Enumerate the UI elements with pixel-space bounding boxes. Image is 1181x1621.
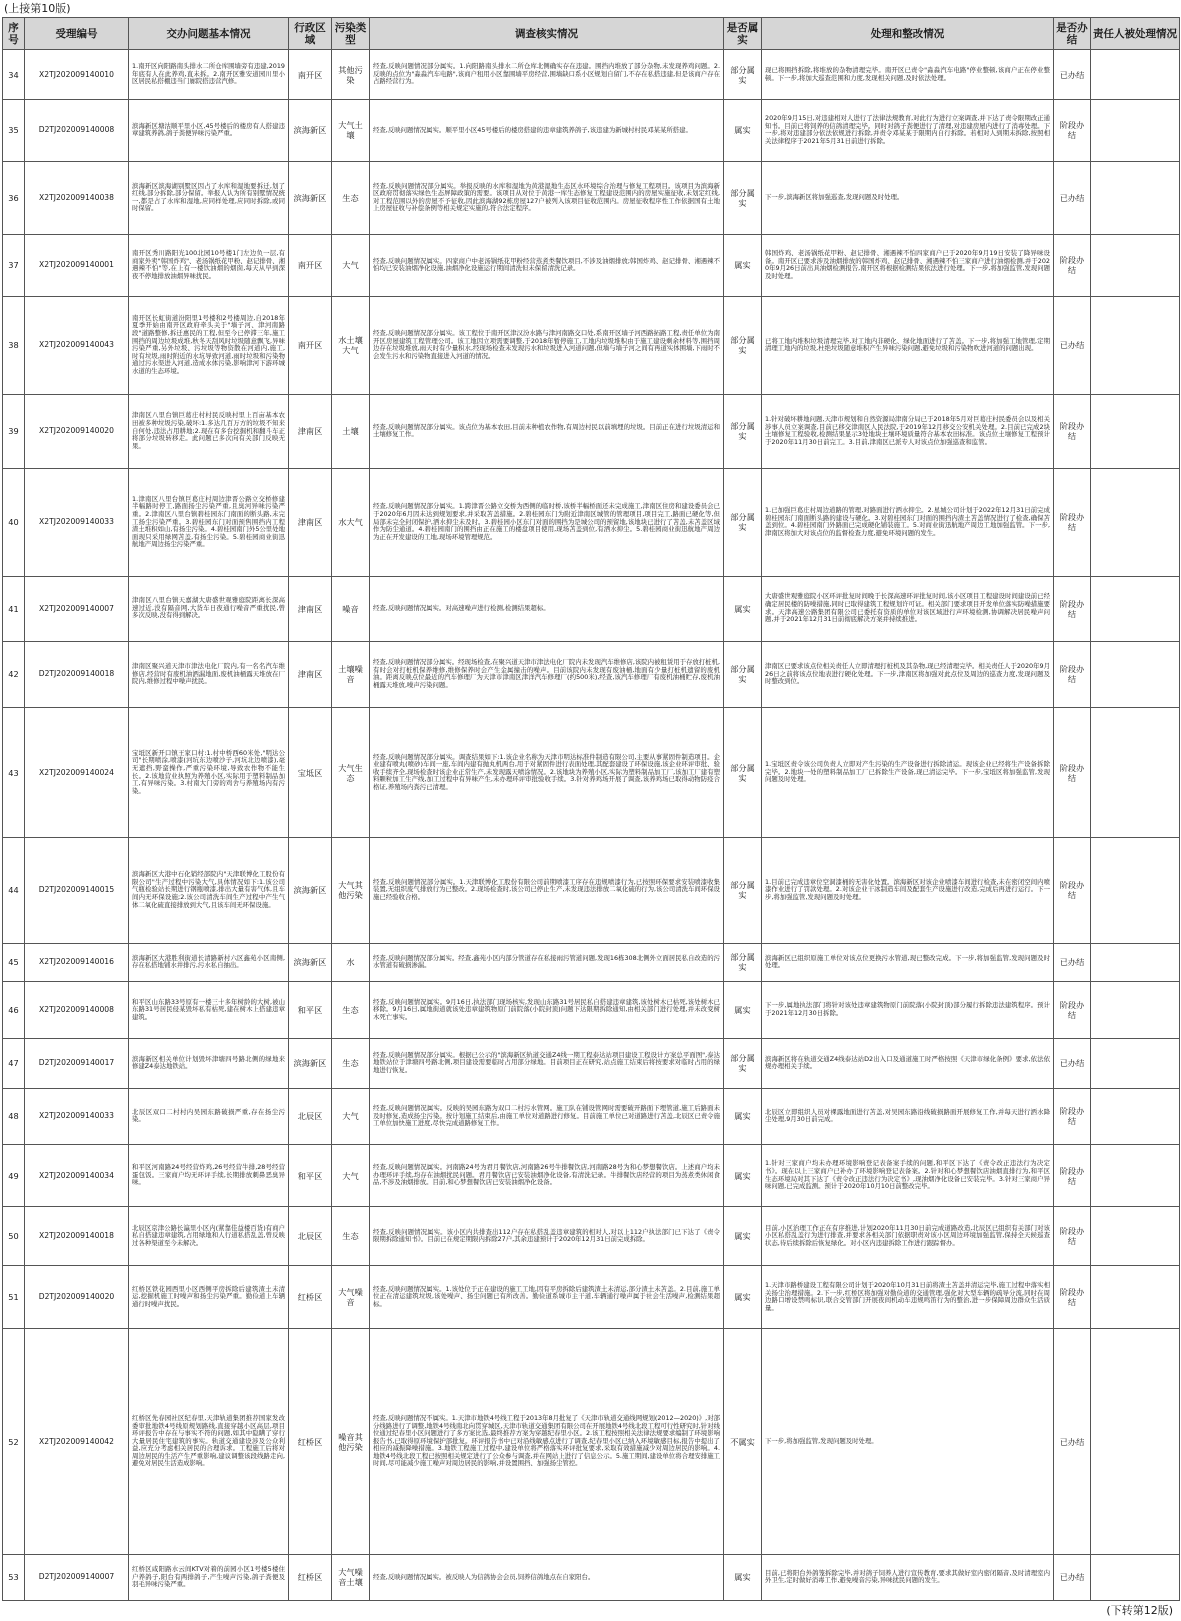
col-header-verdict: 是否属实 xyxy=(724,18,762,50)
verdict: 部分属实 xyxy=(724,708,762,838)
issue-text: 北辰区双口二村村内吴园东路破损严重,存在扬尘污染。 xyxy=(129,1088,289,1144)
verdict: 部分属实 xyxy=(724,943,762,982)
responsible-person xyxy=(1091,943,1180,982)
row-number: 35 xyxy=(3,100,25,162)
closed-status: 阶段办结 xyxy=(1054,641,1091,708)
responsible-person xyxy=(1091,708,1180,838)
pollution-type: 生态 xyxy=(332,982,370,1038)
row-number: 43 xyxy=(3,708,25,838)
table-row xyxy=(3,1206,1180,1266)
closed-status: 已办结 xyxy=(1054,1329,1091,1555)
verdict: 属实 xyxy=(724,100,762,162)
district: 津南区 xyxy=(289,641,332,708)
acceptance-code: D2TJ202009140018 xyxy=(25,641,129,708)
acceptance-code: X2TJ202009140016 xyxy=(25,943,129,982)
pollution-type: 大气其他污染 xyxy=(332,837,370,943)
survey-text: 经查,反映问题情况属实。顺平里小区45号楼后的楼房搭建的违章建筑养鸽子,该违建为新城村村民邓某某所搭建。 xyxy=(370,100,724,162)
row-number: 49 xyxy=(3,1145,25,1207)
table-row xyxy=(3,161,1180,234)
responsible-person xyxy=(1091,837,1180,943)
pollution-type: 噪音其他污染 xyxy=(332,1329,370,1555)
responsible-person xyxy=(1091,1266,1180,1329)
col-header-closed: 是否办结 xyxy=(1054,18,1091,50)
closed-status: 阶段办结 xyxy=(1054,1145,1091,1207)
closed-status: 阶段办结 xyxy=(1054,1266,1091,1329)
pollution-type: 大气噪音 xyxy=(332,1266,370,1329)
closed-status: 阶段办结 xyxy=(1054,1206,1091,1266)
table-row xyxy=(3,1145,1180,1207)
district: 滨海新区 xyxy=(289,1038,332,1088)
survey-text: 经查,反映问题情况属实。被反映人为信鸽协会会员,饲养信鸽地点在自家阳台。 xyxy=(370,1554,724,1600)
pollution-type: 大气 xyxy=(332,1145,370,1207)
handling-text: 下一步,将加强监管,发现问题及时处理。 xyxy=(762,1329,1054,1555)
table-row xyxy=(3,50,1180,100)
survey-text: 经查,反映问题情况部分属实。经查,鑫苑小区内部分管道存在私接雨污管道问题,发现16栋308北侧外立面居民私自改造的污水管道有破损渗漏。 xyxy=(370,943,724,982)
issue-text: 红桥区先春园社区纪春里,天津轨道集团推荐国家发改委审批地铁4号线原规划路线,直接穿越小区高层,项目环评报告中存在与事实不符的问题,如其中隐瞒了穿行大量居民住宅建筑的事实。轨道交通建设涉及公众利益,应充分考虑相关居民的合理诉求。工程施工后将对周边居民的生活产生严重影响,建议调整该段线路走向,避免对居民生活造成影响。 xyxy=(129,1329,289,1555)
handling-text: 目前,小区治理工作正在有序推进,计划2020年11月30日前完成道路改造,北辰区已组织有关部门对该小区私搭乱盖行为进行排查,并要求各相关部门依据职责对该小区周边环境加强监管,保持全天候巡查状态,待后续拆除后恢复绿化。对小区内违建拆除工作进行跟踪督办。 xyxy=(762,1206,1054,1266)
pollution-type: 生态 xyxy=(332,1038,370,1088)
handling-text: 滨海新区已组织原施工单位对该点位更换污水管道,现已整改完成。下一步,将加强监管,发现问题及时处理。 xyxy=(762,943,1054,982)
district: 和平区 xyxy=(289,1145,332,1207)
issue-text: 和平区山东路33号原有一楼三十多年树龄的大树,被山东路31号居民侵某毁坏私有枯死,建在树木上搭建违章建筑。 xyxy=(129,982,289,1038)
acceptance-code: X2TJ202009140033 xyxy=(25,469,129,577)
continued-to-note: (下转第12版) xyxy=(1106,1604,1173,1617)
verdict: 属实 xyxy=(724,982,762,1038)
handling-text: 1.已加强巨葛庄村周边道路的管理,对路面进行洒水抑尘。2.星城公司计划于2022年12月31日前完成碧桂园东门南面断头路的建设与硬化。3.对碧桂园东门对面的围挡内渣土苫盖情况进行了检查,确保苫盖到位。4.碧桂园南门外路面已完成硬化铺装施工。5.对商业街迅航地产周边工地加强监管。下一步,津南区将加大对该点位的监督检查力度,避免环境问题的发生。 xyxy=(762,469,1054,577)
handling-text: 北辰区立即组织人员对裸露地面进行苫盖,对吴园东路沿线破损路面开展修复工作,并每天进行洒水降尘处理,9月30日前完成。 xyxy=(762,1088,1054,1144)
pollution-type: 大气生态 xyxy=(332,708,370,838)
row-number: 47 xyxy=(3,1038,25,1088)
table-row xyxy=(3,576,1180,641)
handling-text: 津南区已要求该点位相关责任人立即清理打桩机及其杂物,现已经清理完毕。相关责任人于2020年9月26日之前将该点位地表进行硬化处理。下一步,津南区将加强对此点位及周边的巡查力度,发现问题及时整改到位。 xyxy=(762,641,1054,708)
district: 和平区 xyxy=(289,982,332,1038)
survey-text: 经查,反映问题情况部分属实。举报反映的水库和湿地为黄港湿地生态区水环境综合治理与修复工程项目。该项目为滨海新区政府贯彻落实绿色生态屏障政策的需要。该项目从对位于黄港一库生态修复工程建设范围内的房屋实施征收,未划定红线,对工程范围以外的房屋不予征收,因此滨海湖92栋房屋127户被列入该项目征收范围内。房屋征收程序性工作依据国有土地上房屋征收与补偿条例等相关规定实施的,符合法定程序。 xyxy=(370,161,724,234)
issue-text: 南开区长虹街道汾阳里1号楼和2号楼周边,自2018年夏季开始由南开区政府牵头关于"墙子河、津河南路段"道路整修,拆迁惠民的工程,但至今已停滞三年,施工围挡的周边垃圾成堆,秋冬天刮风时垃圾随意飘飞,异味污染严重,另外垃圾、污垃圾等物资散在河道内,施工,时有垃圾,雨时附近的水坑导致河道,雨时垃圾和污染物通过污水渠进入河道,造成水体污染,影响津河下游环城水道的生态环境。 xyxy=(129,296,289,394)
table-row xyxy=(3,100,1180,162)
responsible-person xyxy=(1091,1206,1180,1266)
pollution-type: 生态 xyxy=(332,1206,370,1266)
pollution-type: 土壤 xyxy=(332,394,370,468)
row-number: 36 xyxy=(3,161,25,234)
closed-status: 已办结 xyxy=(1054,50,1091,100)
verdict: 部分属实 xyxy=(724,837,762,943)
verdict: 部分属实 xyxy=(724,641,762,708)
table-row xyxy=(3,982,1180,1038)
col-header-handling: 处理和整改情况 xyxy=(762,18,1054,50)
handling-text: 大唐盛世观雅庭院小区环评批复时间晚于长深高速环评批复时间,该小区项目工程建设时间建设前已经确定居民楼的防噪措施,同时已取得建筑工程规划许可证。相关部门要求项目开发单位落实防噪措施要求。天津高速公路集团有限公司已委托有资质的单位对该区域进行声环境检测,协调解决居民噪声问题,并于2021年12月31日前彻底解决方案并持续推进。 xyxy=(762,576,1054,641)
issue-text: 宝坻区新开口镇王家口村:1.村中桥西60米处,"明达公司"长期喷涂,喷漆(河坑东边喷沙子,河坑北边喷漆),毫无遮挡,野蛮操作,严重污染环境,导致农作物不能生长。2.该地营业执照为养殖小区,实际用于塑料制品加工,有异味污染。3.村南大门旁的鸡舍与养殖场内有污染。 xyxy=(129,708,289,838)
issue-text: 红桥区铁花园西里小区西侧平房拆除后建筑渣土未清运,挖掘机施工时噪声和扬尘污染严重。勤俭道上车辆通行时噪声扰民。 xyxy=(129,1266,289,1329)
responsible-person xyxy=(1091,296,1180,394)
issue-text: 滨海新区大港胜利街道长清路新村六区鑫苑小区南侧,存在私搭地铺水井排污,污水私自抽出。 xyxy=(129,943,289,982)
verdict: 属实 xyxy=(724,1145,762,1207)
survey-text: 经查,反映问题情况部分属实。该点位为基本农田,目前未种植农作物,有周边村民以前填埋的垃圾。目前正在进行垃圾清运和土壤修复工作。 xyxy=(370,394,724,468)
pollution-type: 水土壤大气 xyxy=(332,296,370,394)
closed-status: 阶段办结 xyxy=(1054,982,1091,1038)
issue-text: 1.南开区向阳路南头排水二所仓库围墙旁有违建,2019年底有人在此养鸡,直未拆。2.南开区雅安道园川里小区居民私搭棚违当门廊院搭违营汽修。 xyxy=(129,50,289,100)
handling-text: 下一步,属地执法部门将针对该处违章建筑物原门前院落(小院封顶)部分履行拆除违法建筑程序。预计于2021年12月30日拆除。 xyxy=(762,982,1054,1038)
survey-text: 经查,反映问题情况部分属实。该工程位于南开区津汉汾水路与津河南路交口处,系南开区墙子河西路拓路工程,责任单位为南开区房屋建筑工程管理公司。该工地因立项需要调整,于2018年暂停施工,工地内垃圾堆积由于施工建设剩余材料等,围挡周边存在垃圾堆放,雨天时有少量积水,经现场检查未发现污水和垃圾进入河道问题,但墙与墙子河之间有再道实体围墙,下雨时不会发生污水和污染物直接进入河道的情况。 xyxy=(370,296,724,394)
responsible-person xyxy=(1091,469,1180,577)
petition-table xyxy=(2,17,1180,1601)
col-header-type: 污染类型 xyxy=(332,18,370,50)
continued-from-note: (上接第10版) xyxy=(4,2,71,15)
pollution-type: 大气 xyxy=(332,1088,370,1144)
pollution-type: 生态 xyxy=(332,161,370,234)
col-header-person: 责任人被处理情况 xyxy=(1091,18,1180,50)
row-number: 48 xyxy=(3,1088,25,1144)
responsible-person xyxy=(1091,234,1180,296)
issue-text: 北辰区京津公路长瀛里小区内(紧靠佳益楼百货)有商户私自搭建违章建筑,占用绿地和人行道私搭乱盖,曾反映过各种渠道至今未解决。 xyxy=(129,1206,289,1266)
row-number: 38 xyxy=(3,296,25,394)
survey-text: 经查,反映问题情况属实。四家商户中老汤锅纸花甲粉经营蒸煮类餐饮项目,不涉及油烟排放;韩国炸鸡、赵记排骨、湘遇辣不怕均已安装油烟净化设施,油烟净化设施运行期间清洗但未保留清洗记录。 xyxy=(370,234,724,296)
row-number: 52 xyxy=(3,1329,25,1555)
handling-text: 1.针对破坏耕地问题,天津市规划和自然资源局津南分局已于2018年5月对巨葛庄村民委员会以及相关涉事人员立案调查,目前已移交津南区人民法院,于2019年12月移交公安机关处理。2.目前已完成2块土壤修复工程验收,检测结果显示3处地块土壤环境质量符合基本农田标准。该点位土壤修复工程预计于2020年11月30日前完工。3.目前,津南区已派专人对该点位加强巡查和监管。 xyxy=(762,394,1054,468)
issue-text: 南开区秀川路阳光100北园10号楼1门左边负一层,有商家外卖"韩国炸鸡"、老汤锅纸花甲粉、赵记排骨、湘遇辣不怕"等,在上有一楼饮油烟的烟囱,每天从早到深夜不停地排放油烟异味扰民。 xyxy=(129,234,289,296)
issue-text: 津南区八里台镇巨葛庄村村民反映村里上百亩基本农田被多种垃圾污染,破坏:1.多达几百万方的垃圾不知来自何处,违法占用耕地;2.现在有多台挖掘机和翻斗车正将部分垃圾转移走。此问题已多次向有关部门反映无果。 xyxy=(129,394,289,468)
survey-text: 经查,反映问题情况属实。1.该处位于正在建设的施工工地,因有平房拆除后建筑渣土未清运,部分渣土未苫盖。2.目前,施工单位正在清运建筑垃圾,该处噪声、扬尘问题已有所改善。勤俭道系城市主干道,车辆通行噪声属于社会生活噪声,检测结果超标。 xyxy=(370,1266,724,1329)
handling-text: 下一步,滨海新区将加强巡查,发现问题及时处理。 xyxy=(762,161,1054,234)
district: 北辰区 xyxy=(289,1088,332,1144)
closed-status: 阶段办结 xyxy=(1054,708,1091,838)
responsible-person xyxy=(1091,1145,1180,1207)
responsible-person xyxy=(1091,641,1180,708)
responsible-person xyxy=(1091,100,1180,162)
closed-status: 已办结 xyxy=(1054,1554,1091,1600)
handling-text: 已将工地内堆积垃圾清理完毕,对工地内非硬化、绿化地面进行了苫盖。下一步,将加强工地管理,定期清理工地内的垃圾,杜绝垃圾随意堆积产生异味污染问题,避免垃圾和污染物吹进河道的问题出现。 xyxy=(762,296,1054,394)
pollution-type: 土壤噪音 xyxy=(332,641,370,708)
survey-text: 经查,反映问题情况部分属实。1.跨津晋公路立交桥为西侧的临时桥,该桥半幅桥面还未完成施工,津南区住房和建设委员会已于2020年6月因未达到规划要求,并采取苫盖措施。2.碧桂园东门为附近津南区城管的管理项目,项目完工,路面已硬化等,但局部未完全封闭保护,洒水抑尘未及时。3.碧桂园小区东门对面的围挡为是城公司的预留地,该地块已进行了苫盖,未苫盖区域作为防尘通道。4.碧桂园南门的围挡由正在施工的楼盘项目使用,现场苫盖到位,有洒水抑尘。5.碧桂园商业街迅航地产周边为正在开发建设的工地,现场环境管理规范。 xyxy=(370,469,724,577)
row-number: 53 xyxy=(3,1554,25,1600)
closed-status: 已办结 xyxy=(1054,161,1091,234)
responsible-person xyxy=(1091,982,1180,1038)
acceptance-code: X2TJ202009140033 xyxy=(25,1088,129,1144)
issue-text: 红桥区咸阳路水云间KTV对着的前园小区1号楼5楼住户养鸽子,阳台有两排鸽子,产生噪声污染,鸽子粪便及羽毛异味污染严重。 xyxy=(129,1554,289,1600)
table-row xyxy=(3,234,1180,296)
district: 津南区 xyxy=(289,469,332,577)
pollution-type: 大气土壤 xyxy=(332,100,370,162)
col-header-code: 受理编号 xyxy=(25,18,129,50)
survey-text: 经查,反映问题情况属实。9月16日,执法部门现场核实,发现山东路31号居民私自搭建违章建筑,该处树木已枯死,该处树木已移除。9月16日,属地街道就该处违章建筑物原门前院落(小院封顶)问题下达限期拆除通知,由相关部门进行处理,并未改变树木死亡事实。 xyxy=(370,982,724,1038)
issue-text: 滨海新区相关单位计划毁坏津塘四号路北侧的绿地来修建Z4泰达地铁站。 xyxy=(129,1038,289,1088)
verdict: 属实 xyxy=(724,1266,762,1329)
table-row xyxy=(3,641,1180,708)
district: 南开区 xyxy=(289,234,332,296)
closed-status: 阶段办结 xyxy=(1054,576,1091,641)
handling-text: 滨海新区将在轨道交通Z4线泰达站D2出入口及通道施工时严格按照《天津市绿化条例》要求,依法依规办理相关手续。 xyxy=(762,1038,1054,1088)
handling-text: 目前,已将阳台外鸽笼拆除完毕,并对鸽子饲养人进行宣传教育,要求其做好室内密闭隔音,及时清理室内外卫生,定时做好消毒工作,避免噪音污染,异味扰民问题的发生。 xyxy=(762,1554,1054,1600)
verdict: 部分属实 xyxy=(724,161,762,234)
closed-status: 阶段办结 xyxy=(1054,234,1091,296)
issue-text: 和平区河南路24号经营炸鸡,26号经营牛排,28号经营蛋包饭。三家商户均无环评手续,长期排放刺鼻恶臭异味。 xyxy=(129,1145,289,1207)
acceptance-code: D2TJ202009140008 xyxy=(25,100,129,162)
district: 津南区 xyxy=(289,394,332,468)
acceptance-code: X2TJ202009140043 xyxy=(25,296,129,394)
acceptance-code: X2TJ202009140018 xyxy=(25,1206,129,1266)
row-number: 39 xyxy=(3,394,25,468)
pollution-type: 噪音 xyxy=(332,576,370,641)
table-row xyxy=(3,1329,1180,1555)
table-row xyxy=(3,1088,1180,1144)
issue-text: 滨海新区塘沽顺平里小区,45号楼后的楼房有人搭建违章建筑养鸽,鸽子粪便异味污染严重。 xyxy=(129,100,289,162)
verdict: 部分属实 xyxy=(724,50,762,100)
pollution-type: 水大气 xyxy=(332,469,370,577)
district: 滨海新区 xyxy=(289,943,332,982)
survey-text: 经查,反映问题情况部分属实。调查结果如下:1.该企业名称为天津市明达标准件制造有限公司,主要从事紧固件制造项目。企业建有喷丸(喷砂)车间一座,车间内建有抛丸机两台,用于对紧固件进行表面处理,其配套建设了环保设施,该企业环评审批、验收手续齐全,现场检查时该企业正常生产,未发现露天喷涂情况。2.该地块为养殖小区,实际为塑料制品加工厂,该加工厂建有塑料颗粒加工生产线,加工过程中有异味产生,未办理环评审批验收手续。3.针对养鸡场开展了调查,该养鸡场已取得动物防疫合格证,养殖场内粪污已清理。 xyxy=(370,708,724,838)
acceptance-code: X2TJ202009140010 xyxy=(25,50,129,100)
survey-text: 经查,反映问题情况不属实。1.天津市地铁4号线工程于2013年8月批复了《天津市轨道交通线网规划(2012—2020)》,对部分线路进行了调整,地铁4号线南北向贯穿城区,天津市轨道交通集团有限公司在开展地铁4号线北段工程可行性研究时,针对线位通过纪春里小区问题进行了多方案比选,最终推荐方案为穿越纪春里小区。2.该工程按照相关法律法规要求编制了环境影响报告书,已取得原环境保护部批复。环评报告书中已对沿线敏感点进行了调查,纪春里小区已纳入环境敏感目标,报告中提出了相应的减振降噪措施。3.地铁工程施工过程中,建设单位将严格落实环评批复要求,采取有效措施减少对周边居民的影响。4.地铁4号线北段工程已按照相关规定进行了公众参与调查,并在网站上进行了信息公示。5.施工期间,建设单位将合理安排施工时间,尽可能减少施工噪声对周边居民的影响,并设置围挡、加强扬尘管控。 xyxy=(370,1329,724,1555)
row-number: 44 xyxy=(3,837,25,943)
row-number: 45 xyxy=(3,943,25,982)
pollution-type: 大气 xyxy=(332,234,370,296)
acceptance-code: X2TJ202009140024 xyxy=(25,708,129,838)
acceptance-code: X2TJ202009140038 xyxy=(25,161,129,234)
verdict: 不属实 xyxy=(724,1329,762,1555)
row-number: 41 xyxy=(3,576,25,641)
issue-text: 津南区聚兴道天津市津法电化厂院内,有一名名汽车维修店,经营时有废机油洒漏地面,废机油桶露天堆放在厂院内,维修过程中噪声扰民。 xyxy=(129,641,289,708)
pollution-type: 水 xyxy=(332,943,370,982)
row-number: 42 xyxy=(3,641,25,708)
row-number: 40 xyxy=(3,469,25,577)
table-row xyxy=(3,837,1180,943)
table-row xyxy=(3,469,1180,577)
table-row xyxy=(3,394,1180,468)
closed-status: 阶段办结 xyxy=(1054,100,1091,162)
survey-text: 经查,反映问题情况部分属实。根据已公示的"滨海新区轨道交通Z4线一期工程泰达站项目建设工程设计方案总平面图",泰达地铁站位于津塘四号路北侧,项目建设需要临时占用部分绿地。目前项目正在研究,站点施工结束后将按要求对临时占用的绿地进行恢复。 xyxy=(370,1038,724,1088)
district: 滨海新区 xyxy=(289,100,332,162)
verdict: 部分属实 xyxy=(724,296,762,394)
responsible-person xyxy=(1091,50,1180,100)
acceptance-code: X2TJ202009140008 xyxy=(25,982,129,1038)
acceptance-code: D2TJ202009140020 xyxy=(25,1266,129,1329)
responsible-person xyxy=(1091,1088,1180,1144)
handling-text: 2020年9月15日,对违建相对人进行了法律法规教育,对此行为进行立案调查,并下达了责令限期改正通知书。目前已将饲养的信鸽清理完毕。同时对鸽子粪便进行了清理,对违建房屋内进行了消毒处理。下一步,将对违建部分依法依规进行拆除,并责令邓某某于限期内自行拆除。若相对人到期未拆除,按照相关法律程序于2021年5月31日前进行拆除。 xyxy=(762,100,1054,162)
row-number: 50 xyxy=(3,1206,25,1266)
district: 红桥区 xyxy=(289,1266,332,1329)
district: 红桥区 xyxy=(289,1554,332,1600)
verdict: 属实 xyxy=(724,1554,762,1600)
survey-text: 经查,反映问题情况属实。反映的吴园东路为双口二村污水管网。施工队在铺设管网时需要破开路面下埋管道,施工后路面未及时修复,造成扬尘污染。按计划施工结束后,由施工单位对道路进行修复。目前施工单位已对道路进行苫盖,北辰区已责令施工单位加快施工进度,尽快完成道路修复工作。 xyxy=(370,1088,724,1144)
district: 红桥区 xyxy=(289,1329,332,1555)
district: 滨海新区 xyxy=(289,161,332,234)
col-header-no: 序号 xyxy=(3,18,25,50)
handling-text: 1.天津市路桥建设工程有限公司计划于2020年10月31日前将渣土苫盖并清运完毕,施工过程中落实相关扬尘治理措施。2.下一步,红桥区将加强对勤俭道的交通管理,强化对大型车辆的疏导分流,同时在周边路口增设禁鸣标识,联合交管部门开展夜间机动车违规鸣笛行为的整治,进一步保障周边群众生活质量。 xyxy=(762,1266,1054,1329)
handling-text: 现已将围挡拆除,将堆放的杂物清理完毕。南开区已责令"淼淼汽车电路"停业整顿,该商户正在停业整顿。下一步,将加大巡查范围和力度,发现相关问题,及时依法处理。 xyxy=(762,50,1054,100)
acceptance-code: X2TJ202009140001 xyxy=(25,234,129,296)
responsible-person xyxy=(1091,394,1180,468)
district: 南开区 xyxy=(289,296,332,394)
district: 宝坻区 xyxy=(289,708,332,838)
col-header-district: 行政区域 xyxy=(289,18,332,50)
closed-status: 阶段办结 xyxy=(1054,469,1091,577)
table-row xyxy=(3,1266,1180,1329)
acceptance-code: D2TJ202009140007 xyxy=(25,1554,129,1600)
handling-text: 1.目前已完成违章位空洞漆桶的无害化处置。滨海新区对该企业喷漆车间进行检查,未在密闭空间内喷漆作业进行了罚款处理。2.对该企业干冰制造车间及配套生产设施进行改造,完成后再进行运行。下一步,将加强监管,发现问题及时处理。 xyxy=(762,837,1054,943)
survey-text: 经查,反映问题情况属实。该小区内共排查出112户存在私搭乱盖违章建筑的相对人,对以上112户执法部门已下达了《责令限期拆除通知书》。目前已在规定期限内拆除27户,其余违建预计于2020年12月31日前完成拆除。 xyxy=(370,1206,724,1266)
row-number: 34 xyxy=(3,50,25,100)
closed-status: 已办结 xyxy=(1054,296,1091,394)
pollution-type: 其他污染 xyxy=(332,50,370,100)
acceptance-code: D2TJ202009140017 xyxy=(25,1038,129,1088)
verdict: 部分属实 xyxy=(724,469,762,577)
district: 津南区 xyxy=(289,576,332,641)
col-header-survey: 调查核实情况 xyxy=(370,18,724,50)
issue-text: 津南区八里台镇天嘉湖大唐盛世观雅庭院距离长深高速过近,没有隔音网,大货车日夜通行噪音严重扰民,曾多次反映,没有得到解决。 xyxy=(129,576,289,641)
responsible-person xyxy=(1091,1329,1180,1555)
row-number: 51 xyxy=(3,1266,25,1329)
acceptance-code: X2TJ202009140034 xyxy=(25,1145,129,1207)
table-row xyxy=(3,943,1180,982)
row-number: 46 xyxy=(3,982,25,1038)
verdict: 属实 xyxy=(724,1206,762,1266)
verdict: 属实 xyxy=(724,576,762,641)
district: 北辰区 xyxy=(289,1206,332,1266)
verdict: 属实 xyxy=(724,234,762,296)
district: 南开区 xyxy=(289,50,332,100)
responsible-person xyxy=(1091,1554,1180,1600)
responsible-person xyxy=(1091,1038,1180,1088)
acceptance-code: X2TJ202009140042 xyxy=(25,1329,129,1555)
row-number: 37 xyxy=(3,234,25,296)
verdict: 属实 xyxy=(724,1088,762,1144)
table-row xyxy=(3,708,1180,838)
handling-text: 1.针对三家商户均未办理环境影响登记表备案手续的问题,和平区下达了《责令改正违法行为决定书》。现在以上三家商户已补办了环境影响登记表备案。2.针对和心梦想餐饮店油烟直排行为,和平区生态环境局对其下达了《责令改正违法行为决定书》,现油烟净化设备已安装完毕。3.针对三家商户异味问题,已完成监测。预计于2020年10月10日前整改完毕。 xyxy=(762,1145,1054,1207)
handling-text: 韩国炸鸡、老汤锅纸花甲粉、赵记排骨、湘遇辣不怕四家商户已于2020年9月19日安装了降异味设备。南开区已要求涉及油烟排放的韩国炸鸡、赵记排骨、湘遇辣不怕三家商户进行油烟检测,并于2020年9月26日前出具油烟检测报告,南开区将根据检测结果依法进行处理。下一步,将加强监管,发现问题及时处理。 xyxy=(762,234,1054,296)
survey-text: 经查,反映问题情况部分属实。1.向阳路南头排水二所仓库北侧确实存在违建。围挡内堆放了部分杂物,未发现养鸡问题。2.反映的点位为"淼淼汽车电路",该商户租用小区靠围墙平房经营,围墙缺口系小区规划自留门,不存在私搭违建,但是该商户存在占路经营行为。 xyxy=(370,50,724,100)
closed-status: 已办结 xyxy=(1054,943,1091,982)
district: 滨海新区 xyxy=(289,837,332,943)
closed-status: 已办结 xyxy=(1054,1038,1091,1088)
survey-text: 经查,反映问题情况部分属实。1.天津联博化工股份有限公司前期喷漆工序存在违规喷漆行为,已按照环保要求安装喷漆收集装置,无组织废气排放行为已整改。2.现场检查时,该公司已停止生产,未发现违法排放二氧化硫的行为,该公司清洗车间环保设施已经验收合格。 xyxy=(370,837,724,943)
acceptance-code: X2TJ202009140007 xyxy=(25,576,129,641)
survey-text: 经查,反映问题情况属实。对高速噪声进行检测,检测结果超标。 xyxy=(370,576,724,641)
issue-text: 滨海新区滨海湖别墅区因占了水库和湿地要拆迁,划了红线,部分拆除,部分保留。举报人认为所有别墅情况统一,都是占了水库和湿地,应同样处理,应同时拆除,或同时保留。 xyxy=(129,161,289,234)
verdict: 部分属实 xyxy=(724,1038,762,1088)
col-header-issue: 交办问题基本情况 xyxy=(129,18,289,50)
issue-text: 滨海新区大港中石化销经部院内"天津联博化工股份有限公司"生产过程中污染大气,具体情况如下:1.该公司气瓶检验站长期进行钢瓶喷漆,排出大量有害气体,且车间内无环保设施;2.该公司清洗车间生产过程中产生气体二氧化硫直接排放到大气,且该车间无环保设施。 xyxy=(129,837,289,943)
survey-text: 经查,反映问题情况部分属实。经现场检查,在聚兴道天津市津法电化厂院内未发现汽车维修店,该院内被租赁用于存放打桩机,有时会对打桩机保养维修,维修保养时会产生金属撞击的噪声。目前该院内未发现有废油桶,地面有少量打桩机遗留的废机油。距离反映点位最近的汽车修理厂为天津市津南区津洋汽车修理厂(约500米),经查,该汽车修理厂有废机油桶贮存,废机油桶露天堆放,噪声污染问题。 xyxy=(370,641,724,708)
acceptance-code: D2TJ202009140015 xyxy=(25,837,129,943)
verdict: 部分属实 xyxy=(724,394,762,468)
closed-status: 阶段办结 xyxy=(1054,1088,1091,1144)
responsible-person xyxy=(1091,161,1180,234)
handling-text: 1.宝坻区责令该公司负责人立即对产生污染的生产设备进行拆除清运。现该企业已经将生产设备拆除完毕。2.地块一处的塑料制品加工厂已拆除生产设备,现已清运完毕。下一步,宝坻区将加强监管,发现问题及时处理。 xyxy=(762,708,1054,838)
table-row xyxy=(3,296,1180,394)
closed-status: 阶段办结 xyxy=(1054,837,1091,943)
survey-text: 经查,反映问题情况属实。河南路24号为君月餐饮店,河南路26号牛排餐饮店,河南路28号为和心梦想餐饮店。上述商户均未办理环评手续,均存在油烟扰民问题。君月餐饮店已安装油烟净化设备,有清洗记录。牛排餐饮店经营的项目为蒸煮类休闲食品,不涉及油烟排放。目前,和心梦想餐饮店已安装油烟净化设备。 xyxy=(370,1145,724,1207)
pollution-type: 大气噪音土壤 xyxy=(332,1554,370,1600)
acceptance-code: X2TJ202009140020 xyxy=(25,394,129,468)
closed-status: 阶段办结 xyxy=(1054,394,1091,468)
issue-text: 1.津南区八里台镇巨葛庄村周边津晋公路立交桥修建半幅路时停工,路面扬尘污染严重,且臭河异味污染严重。2.津南区八里台镇碧桂园东门南面的断头路,未完工扬尘污染严重。3.碧桂园东门对面预售围挡内工程渣土堆积如山,有扬尘污染。4.碧桂园南门外5公里处地面现只采用绿网苫盖,有扬尘污染。5.碧桂园商业街迅航地产周边扬尘污染严重。 xyxy=(129,469,289,577)
table-row xyxy=(3,1038,1180,1088)
table-header-row xyxy=(3,18,1180,50)
table-row xyxy=(3,1554,1180,1600)
responsible-person xyxy=(1091,576,1180,641)
